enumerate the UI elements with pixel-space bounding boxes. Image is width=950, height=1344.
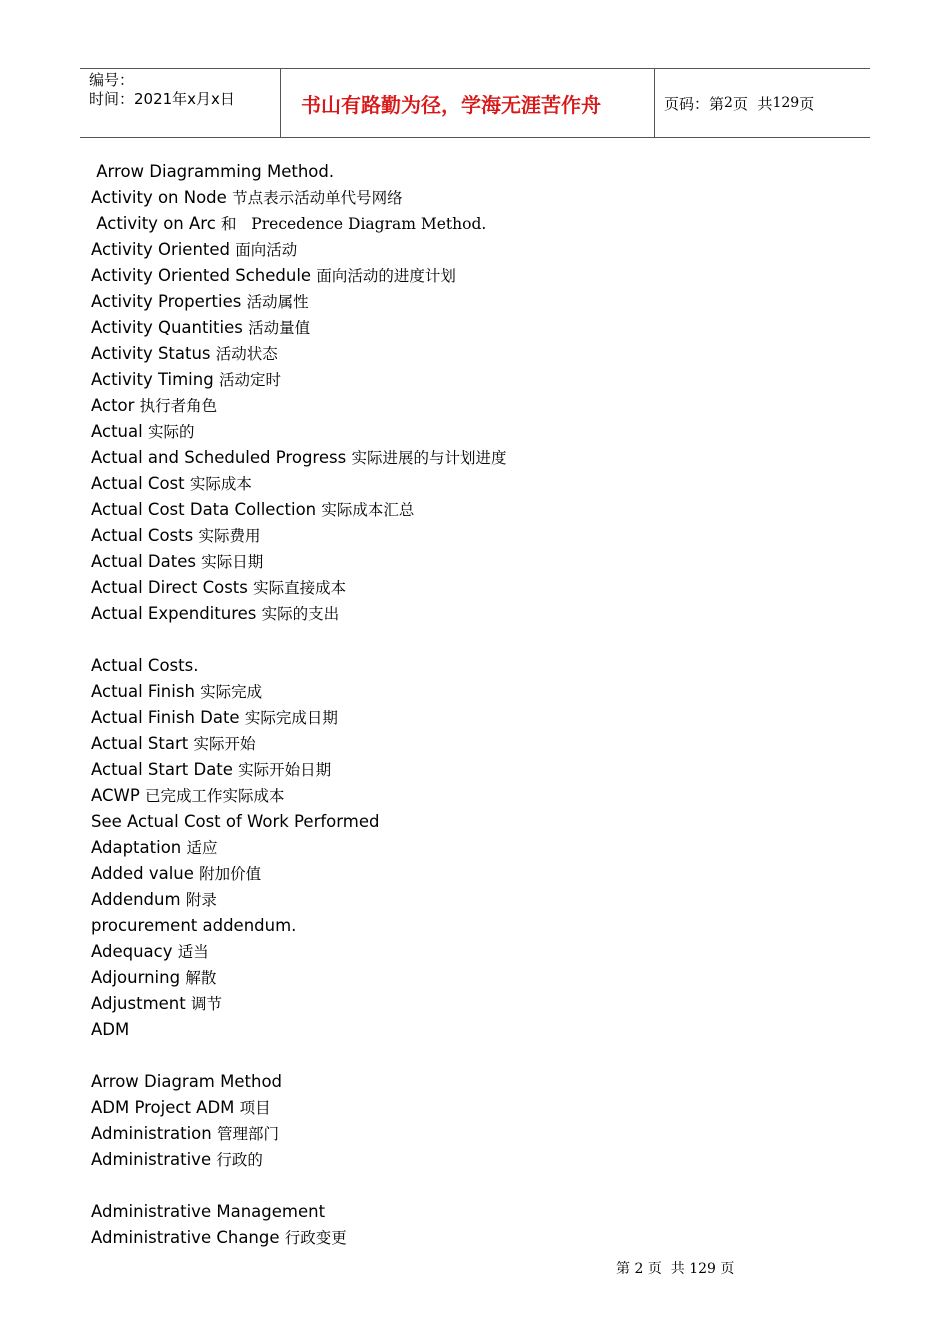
entry-term: Activity Oriented (91, 240, 236, 259)
entry-term: Actual Start Date (91, 760, 239, 779)
entry-term: Actual Start (91, 734, 194, 753)
glossary-entry (91, 341, 851, 367)
entry-term: Activity Properties (91, 292, 247, 311)
glossary-entry (91, 315, 851, 341)
header-meta-cell (80, 69, 281, 137)
glossary-entry (91, 1199, 851, 1225)
glossary-entry (91, 185, 851, 211)
entry-translation: 和 Precedence Diagram Method. (221, 215, 487, 233)
entry-translation: 行政的 (216, 1151, 263, 1169)
glossary-entry (91, 1225, 851, 1251)
entry-translation: 实际日期 (201, 553, 264, 571)
entry-translation: 实际成本汇总 (321, 501, 415, 519)
entry-term: Adjourning (91, 968, 186, 987)
glossary-entry (91, 601, 851, 627)
number-label: 编号： (89, 71, 135, 89)
header-page-cell (655, 69, 870, 137)
entry-term: Adequacy (91, 942, 178, 961)
entry-translation: 活动量值 (248, 319, 311, 337)
entry-translation: 面向活动的进度计划 (316, 267, 456, 285)
glossary-entry (91, 367, 851, 393)
page-current: 2 (724, 95, 733, 111)
entry-term: Arrow Diagramming Method. (91, 162, 335, 181)
glossary-entry (91, 159, 851, 185)
entry-translation: 实际完成 (200, 683, 263, 701)
document-header (80, 68, 870, 138)
glossary-list (91, 159, 851, 1251)
entry-term: Actor (91, 396, 140, 415)
footer-mid: 页 共 (647, 1261, 685, 1277)
entry-translation: 已完成工作实际成本 (145, 787, 285, 805)
entry-term: Actual Direct Costs (91, 578, 254, 597)
page-mid: 页 共 (732, 94, 773, 113)
glossary-entry (91, 835, 851, 861)
page-total: 129 (772, 95, 800, 111)
entry-translation: 执行者角色 (139, 397, 218, 415)
entry-term: Administrative (91, 1150, 217, 1169)
entry-term: Actual Costs. (91, 656, 199, 675)
entry-term: Activity Status (91, 344, 216, 363)
entry-translation: 解散 (185, 969, 217, 987)
entry-term: Actual Dates (91, 552, 202, 571)
header-motto-cell (281, 69, 655, 137)
entry-term: Activity on Node (91, 188, 233, 207)
glossary-entry (91, 523, 851, 549)
entry-term: ADM Project ADM (91, 1098, 240, 1117)
entry-translation: 附加价值 (199, 865, 262, 883)
entry-term: Administrative Change (91, 1228, 285, 1247)
footer-suffix: 页 (720, 1261, 735, 1277)
entry-term: See Actual Cost of Work Performed (91, 812, 380, 831)
glossary-entry (91, 549, 851, 575)
entry-term: Arrow Diagram Method (91, 1072, 283, 1091)
glossary-entry (91, 1069, 851, 1095)
entry-translation: 实际进展的与计划进度 (351, 449, 507, 467)
glossary-entry (91, 575, 851, 601)
glossary-entry (91, 471, 851, 497)
entry-translation: 实际开始 (193, 735, 256, 753)
glossary-entry (91, 237, 851, 263)
entry-translation: 管理部门 (216, 1125, 279, 1143)
entry-term: Actual Finish Date (91, 708, 245, 727)
entry-translation: 实际成本 (189, 475, 252, 493)
entry-translation: 节点表示活动单代号网络 (232, 189, 403, 207)
page-footer (616, 1258, 734, 1278)
glossary-entry (91, 731, 851, 757)
entry-translation: 面向活动 (235, 241, 298, 259)
entry-translation: 实际开始日期 (238, 761, 332, 779)
entry-term: Actual Costs (91, 526, 199, 545)
motto-text: 书山有路勤为径，学海无涯苦作舟 (301, 92, 601, 117)
glossary-entry (91, 913, 851, 939)
entry-term: Actual Cost (91, 474, 190, 493)
entry-term: Adaptation (91, 838, 187, 857)
glossary-entry (91, 1147, 851, 1173)
glossary-entry (91, 1017, 851, 1043)
glossary-entry (91, 445, 851, 471)
entry-term: ADM (91, 1020, 130, 1039)
entry-translation: 项目 (239, 1099, 271, 1117)
entry-term: procurement addendum. (91, 916, 297, 935)
entry-term: Actual and Scheduled Progress (91, 448, 352, 467)
footer-current: 2 (634, 1261, 644, 1277)
blank-line (91, 627, 851, 653)
glossary-entry (91, 757, 851, 783)
entry-term: Added value (91, 864, 200, 883)
glossary-entry (91, 809, 851, 835)
glossary-entry (91, 679, 851, 705)
entry-translation: 实际的 (147, 423, 195, 441)
page-suffix: 页 (799, 94, 815, 113)
entry-term: Addendum (91, 890, 186, 909)
glossary-entry (91, 497, 851, 523)
entry-translation: 附录 (185, 891, 217, 909)
glossary-entry (91, 393, 851, 419)
entry-term: ACWP (91, 786, 146, 805)
entry-term: Actual Expenditures (91, 604, 262, 623)
blank-line (91, 1043, 851, 1069)
page-prefix: 页码：第 (664, 94, 725, 113)
entry-translation: 实际的支出 (261, 605, 340, 623)
glossary-entry (91, 289, 851, 315)
entry-translation: 活动定时 (218, 371, 281, 389)
glossary-entry (91, 211, 851, 237)
date-label: 时间：2021年x月x日 (89, 90, 235, 108)
entry-term: Activity Timing (91, 370, 219, 389)
blank-line (91, 1173, 851, 1199)
glossary-entry (91, 887, 851, 913)
glossary-entry (91, 783, 851, 809)
entry-translation: 调节 (190, 995, 222, 1013)
glossary-entry (91, 965, 851, 991)
glossary-entry (91, 1121, 851, 1147)
entry-translation: 实际完成日期 (244, 709, 338, 727)
entry-term: Actual (91, 422, 148, 441)
glossary-entry (91, 1095, 851, 1121)
footer-total: 129 (689, 1261, 716, 1277)
entry-translation: 行政变更 (284, 1229, 347, 1247)
entry-term: Administration (91, 1124, 217, 1143)
glossary-entry (91, 939, 851, 965)
entry-term: Adjustment (91, 994, 191, 1013)
entry-term: Actual Finish (91, 682, 201, 701)
glossary-entry (91, 263, 851, 289)
entry-term: Activity Quantities (91, 318, 249, 337)
entry-term: Actual Cost Data Collection (91, 500, 322, 519)
entry-translation: 活动属性 (246, 293, 309, 311)
entry-translation: 适当 (177, 943, 209, 961)
glossary-entry (91, 419, 851, 445)
glossary-entry (91, 705, 851, 731)
entry-term: Activity on Arc (91, 214, 222, 233)
glossary-entry (91, 653, 851, 679)
footer-prefix: 第 (616, 1261, 630, 1277)
entry-translation: 活动状态 (215, 345, 278, 363)
entry-translation: 实际费用 (198, 527, 261, 545)
glossary-entry (91, 991, 851, 1017)
entry-translation: 适应 (186, 839, 218, 857)
entry-term: Administrative Management (91, 1202, 326, 1221)
entry-term: Activity Oriented Schedule (91, 266, 317, 285)
entry-translation: 实际直接成本 (253, 579, 347, 597)
glossary-entry (91, 861, 851, 887)
